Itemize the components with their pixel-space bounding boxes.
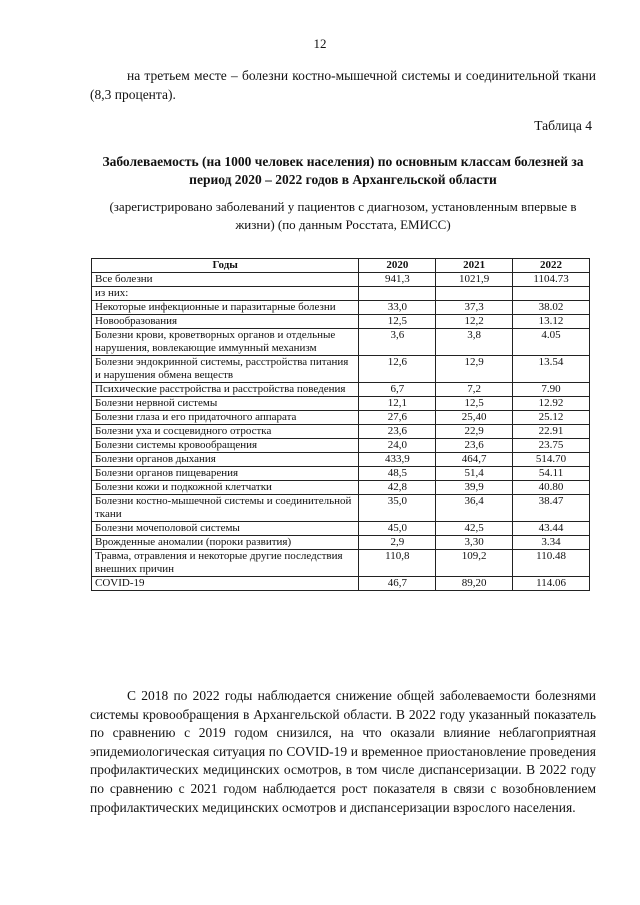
intro-paragraph: на третьем месте – болезни костно-мышечной системы и соединительной ткани (8,3 процента). (90, 68, 596, 102)
value-2022: 3.34 (513, 536, 590, 550)
table-row (92, 273, 590, 287)
value-2020: 6,7 (359, 383, 436, 397)
table-row (92, 329, 590, 356)
value-2022: 40.80 (513, 481, 590, 495)
value-2022: 22.91 (513, 425, 590, 439)
table-row (92, 439, 590, 453)
table-row (92, 495, 590, 522)
header-2020: 2020 (359, 259, 436, 273)
value-2022: 38.02 (513, 301, 590, 315)
value-2020: 941,3 (359, 273, 436, 287)
row-label: Болезни системы кровообращения (92, 439, 359, 453)
value-2020: 33,0 (359, 301, 436, 315)
header-2022: 2022 (513, 259, 590, 273)
value-2022: 12.92 (513, 397, 590, 411)
value-2022: 1104.73 (513, 273, 590, 287)
value-2021: 12,2 (436, 315, 513, 329)
row-label: Болезни кожи и подкожной клетчатки (92, 481, 359, 495)
value-2020: 433,9 (359, 453, 436, 467)
value-2021 (436, 287, 513, 301)
row-label: Болезни глаза и его придаточного аппарата (92, 411, 359, 425)
table-row (92, 481, 590, 495)
table-label: Таблица 4 (534, 118, 592, 133)
table-note: (зарегистрировано заболеваний у пациентов с диагнозом, установленным впервые в жизни) (по данным Росстата, ЕМИСС) (109, 199, 577, 232)
table-row (92, 287, 590, 301)
value-2022: 54.11 (513, 467, 590, 481)
value-2021: 1021,9 (436, 273, 513, 287)
row-label: Болезни нервной системы (92, 397, 359, 411)
row-label: Все болезни (92, 273, 359, 287)
value-2020: 23,6 (359, 425, 436, 439)
value-2022: 43.44 (513, 522, 590, 536)
value-2021: 12,5 (436, 397, 513, 411)
row-label: Болезни уха и сосцевидного отростка (92, 425, 359, 439)
row-label: Болезни костно-мышечной системы и соединительной ткани (92, 495, 359, 522)
value-2022: 25.12 (513, 411, 590, 425)
row-label: Некоторые инфекционные и паразитарные болезни (92, 301, 359, 315)
header-2021: 2021 (436, 259, 513, 273)
value-2020 (359, 287, 436, 301)
conclusion-paragraph: С 2018 по 2022 годы наблюдается снижение общей заболеваемости болезнями системы кровообращения в Архангельской области. В 2022 году указанный показатель по сравнению с 2019 годом снизился, на что оказали влияние неблагоприятная эпидемиологическая ситуация по COVID-19 и временное приостановление проведения профилактических медицинских осмотров, в том числе диспансеризации. В 2022 году по сравнению с 2021 годом наблюдается рост показателя в связи с возобновлением профилактических медицинских осмотров и диспансеризации взрослого населения. (90, 688, 596, 815)
value-2020: 46,7 (359, 577, 436, 591)
value-2021: 12,9 (436, 356, 513, 383)
row-label: Болезни органов пищеварения (92, 467, 359, 481)
table-body (92, 273, 590, 591)
value-2020: 110,8 (359, 550, 436, 577)
value-2022: 4.05 (513, 329, 590, 356)
table-row (92, 356, 590, 383)
table-row (92, 315, 590, 329)
value-2020: 3,6 (359, 329, 436, 356)
row-label: Врожденные аномалии (пороки развития) (92, 536, 359, 550)
value-2022: 110.48 (513, 550, 590, 577)
value-2020: 35,0 (359, 495, 436, 522)
value-2021: 22,9 (436, 425, 513, 439)
value-2022: 13.12 (513, 315, 590, 329)
table-row (92, 453, 590, 467)
table-row (92, 397, 590, 411)
value-2021: 7,2 (436, 383, 513, 397)
table-row (92, 522, 590, 536)
table-row (92, 383, 590, 397)
value-2021: 36,4 (436, 495, 513, 522)
row-label: Психические расстройства и расстройства поведения (92, 383, 359, 397)
row-label: Болезни эндокринной системы, расстройства питания и нарушения обмена веществ (92, 356, 359, 383)
value-2021: 464,7 (436, 453, 513, 467)
row-label: Травма, отравления и некоторые другие последствия внешних причин (92, 550, 359, 577)
value-2022: 114.06 (513, 577, 590, 591)
value-2022: 514.70 (513, 453, 590, 467)
value-2020: 45,0 (359, 522, 436, 536)
row-label: из них: (92, 287, 359, 301)
value-2021: 3,30 (436, 536, 513, 550)
value-2022: 13.54 (513, 356, 590, 383)
value-2021: 39,9 (436, 481, 513, 495)
morbidity-table (91, 258, 590, 591)
table-row (92, 411, 590, 425)
table-row (92, 467, 590, 481)
value-2022: 23.75 (513, 439, 590, 453)
row-label: Болезни органов дыхания (92, 453, 359, 467)
value-2020: 12,5 (359, 315, 436, 329)
row-label: Болезни мочеполовой системы (92, 522, 359, 536)
value-2021: 37,3 (436, 301, 513, 315)
value-2021: 25,40 (436, 411, 513, 425)
header-years: Годы (92, 259, 359, 273)
row-label: Новообразования (92, 315, 359, 329)
row-label: Болезни крови, кроветворных органов и отдельные нарушения, вовлекающие иммунный механизм (92, 329, 359, 356)
value-2021: 109,2 (436, 550, 513, 577)
value-2020: 48,5 (359, 467, 436, 481)
page-number: 12 (313, 36, 327, 51)
value-2021: 51,4 (436, 467, 513, 481)
value-2022: 38.47 (513, 495, 590, 522)
value-2021: 89,20 (436, 577, 513, 591)
table-row (92, 301, 590, 315)
value-2020: 12,6 (359, 356, 436, 383)
value-2021: 42,5 (436, 522, 513, 536)
row-label: COVID-19 (92, 577, 359, 591)
value-2020: 42,8 (359, 481, 436, 495)
value-2020: 24,0 (359, 439, 436, 453)
value-2021: 23,6 (436, 439, 513, 453)
value-2020: 2,9 (359, 536, 436, 550)
table-row (92, 577, 590, 591)
value-2021: 3,8 (436, 329, 513, 356)
value-2022 (513, 287, 590, 301)
table-title: Заболеваемость (на 1000 человек населения) по основным классам болезней за период 2020 – 2022 годов в Архангельской области (102, 154, 584, 187)
value-2022: 7.90 (513, 383, 590, 397)
table-row (92, 425, 590, 439)
table-header-row (92, 259, 590, 273)
table-row (92, 536, 590, 550)
value-2020: 27,6 (359, 411, 436, 425)
value-2020: 12,1 (359, 397, 436, 411)
table-row (92, 550, 590, 577)
